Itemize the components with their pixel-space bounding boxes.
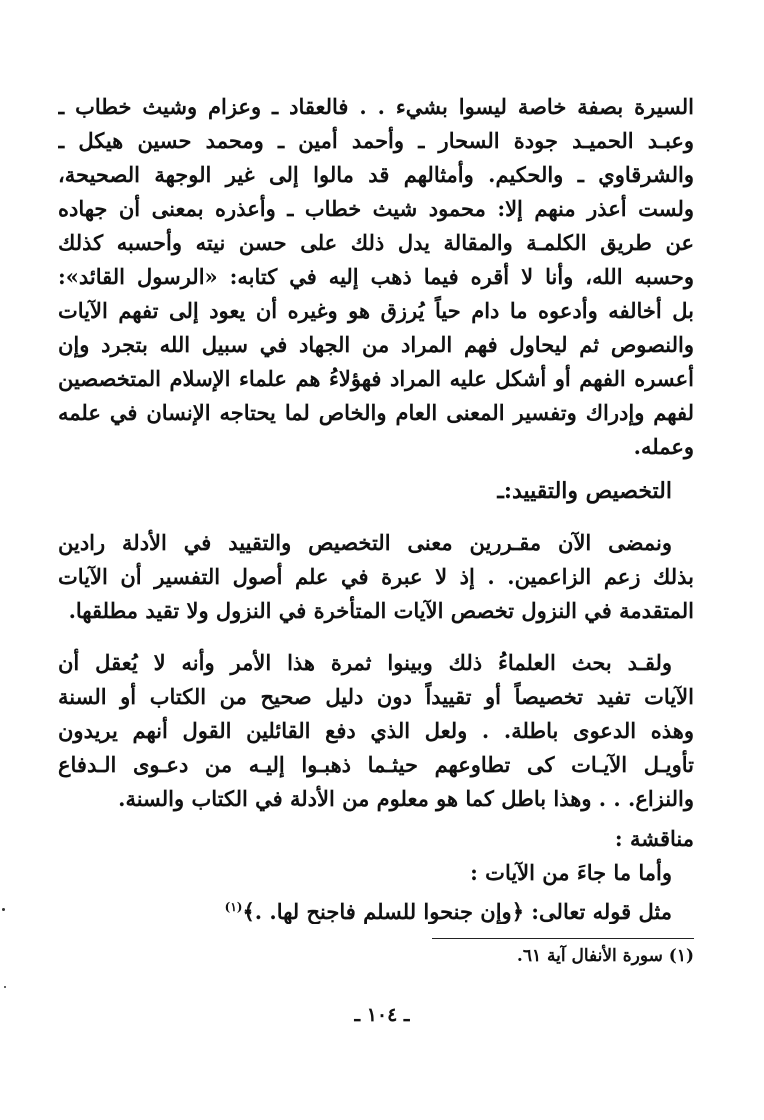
text-line: ولست أعذر منهم إلا: محمود شيث خطاب ـ وأعذره بمعنى أن جهاده xyxy=(58,196,694,221)
paragraph-1 xyxy=(58,90,694,464)
footnote-divider xyxy=(432,938,694,939)
text-line: السيرة بصفة خاصة ليسوا بشيء . . فالعقاد ـ وعزام وشيث خطاب ـ xyxy=(58,94,694,119)
text-line: وعبـد الحميـد جودة السحار ـ وأحمد أمين ـ ومحمد حسين هيكل ـ xyxy=(58,128,694,153)
text-line: بل أخالفه وأدعوه ما دام حياً يُرزق هو وغيره أن يعود إلى تفهم الآيات xyxy=(58,298,694,323)
text-line: تأويـل الآيـات كى تطاوعهم حيثـما ذهبـوا إليـه من دعـوى الـدفاع xyxy=(58,752,694,777)
text-line: لفهم وإدراك وتفسير المعنى العام والخاص لما يحتاجه الإنسان في علمه xyxy=(58,400,694,425)
text-line: والنصوص ثم ليحاول فهم المراد من الجهاد في سبيل الله بتجرد وإن xyxy=(58,332,694,357)
text-line: وعمله. xyxy=(633,434,694,459)
section-heading: التخصيص والتقييد:ـ xyxy=(497,478,672,504)
text-line: وحسبه الله، وأنا لا أقره فيما ذهب إليه في كتابه: «الرسول القائد»: xyxy=(58,264,694,289)
scan-speck xyxy=(4,986,6,988)
text-line: الآيات تفيد تخصيصاً أو تقييداً دون دليل صحيح من الكتاب أو السنة xyxy=(58,684,694,709)
verses-intro: وأما ما جاءَ من الآيات : xyxy=(470,860,672,885)
discussion-label: مناقشة : xyxy=(614,826,694,851)
text-line: المتقدمة في النزول تخصص الآيات المتأخرة في النزول ولا تقيد مطلقها. xyxy=(68,598,694,623)
text-line: عن طريق الكلمـة والمقالة يدل ذلك على حسن نيته وأحسبه كذلك xyxy=(58,230,694,255)
text-line: بذلك زعم الزاعمين. . إذ لا عبرة في علم أصول التفسير أن الآيات xyxy=(58,564,694,589)
text-line: ونمضى الآن مقـررين معنى التخصيص والتقييد في الأدلة رادين xyxy=(58,530,672,555)
footnote-marker: (١) xyxy=(224,900,243,914)
text-line: وهذه الدعوى باطلة. . ولعل الذي دفع القائلين القول أنهم يريدون xyxy=(58,718,694,743)
text-line: والشرقاوي ـ والحكيم. وأمثالهم قد مالوا إلى غير الوجهة الصحيحة، xyxy=(58,162,694,187)
footnote: (١) سورة الأنفال آية ٦١. xyxy=(516,946,694,966)
discussion-block xyxy=(58,822,694,926)
paragraph-2 xyxy=(58,526,694,628)
page-number: ـ ١٠٤ ـ xyxy=(354,1004,410,1026)
paragraph-3 xyxy=(58,646,694,816)
scan-speck xyxy=(2,908,5,911)
section-heading-block xyxy=(58,474,694,510)
text-line: ولقـد بحث العلماءُ ذلك وبينوا ثمرة هذا الأمر وأنه لا يُعقل أن xyxy=(58,650,672,675)
text-line: أعسره الفهم أو أشكل عليه المراد فهؤلاءُ هم علماء الإسلام المتخصصين xyxy=(58,366,694,391)
text-line: والنزاع. . . وهذا باطل كما هو معلوم من الأدلة في الكتاب والسنة. xyxy=(118,786,694,811)
quran-verse-text: مثل قوله تعالى: ﴿وإن جنحوا للسلم فاجنح لها. .﴾ xyxy=(242,899,672,924)
quran-example xyxy=(58,890,694,924)
